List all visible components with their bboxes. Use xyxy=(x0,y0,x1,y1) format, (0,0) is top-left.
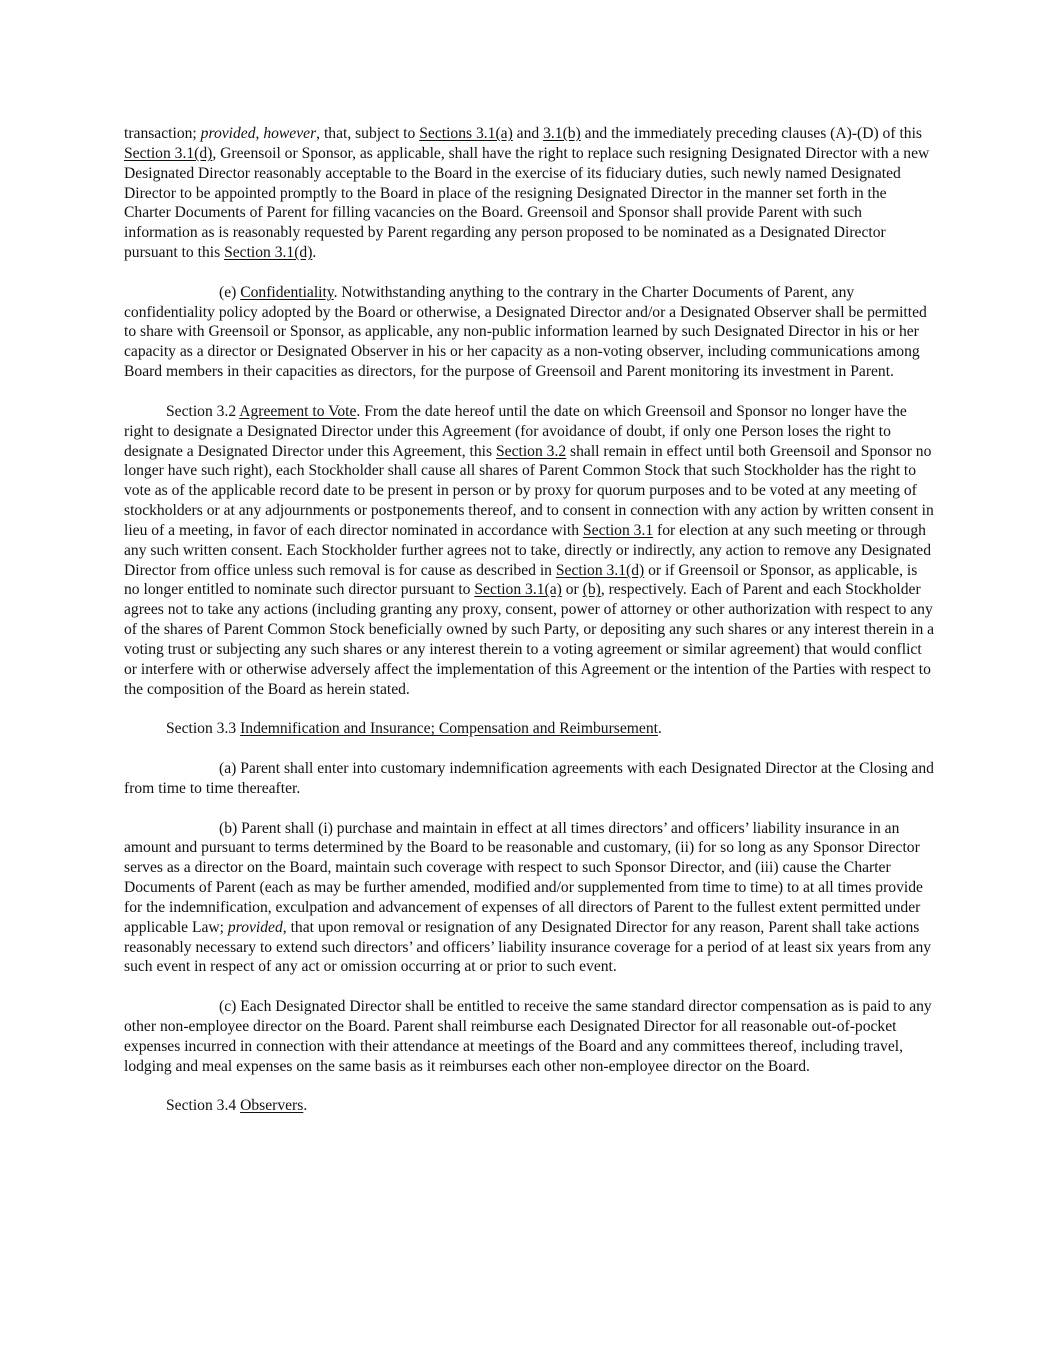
section-ref: Sections 3.1(a) xyxy=(419,125,513,142)
section-ref: 3.1(b) xyxy=(543,125,581,142)
paragraph-3-3b: (b) Parent shall (i) purchase and maintain in effect at all times directors’ and officers’ liability insurance in an amount and pursuant to terms determined by the Board to be reasonable and customary, (ii) for so long as any Sponsor Director serves as a director on the Board, maintain such coverage with respect to such Sponsor Director, and (iii) cause the Charter Documents of Parent (each as may be further amended, modified and/or supplemented from time to time) to at all times provide for the indemnification, exculpation and advancement of expenses of all directors of Parent to the fullest extent permitted under applicable Law; provided, that upon removal or resignation of any Designated Director for any reason, Parent shall take actions reasonably necessary to extend such directors’ and officers’ liability insurance coverage for a period of at least six years from any such event in respect of any act or omission occurring at or prior to such event. xyxy=(124,819,932,976)
section-ref: Section 3.1(d) xyxy=(555,561,645,579)
paragraph-confidentiality: (e) Confidentiality. Notwithstanding anything to the contrary in the Charter Documents of Parent, any confidentiality policy adopted by the Board or otherwise, a Designated Director and/or a Designated Observer shall be permitted to share with Greensoil or Sponsor, as applicable, any non-public information learned by such Designated Director in his or her capacity as a director or Designated Observer in his or her capacity as a non-voting observer, including communications among Board members in their capacities as directors, for the purpose of Greensoil and Parent monitoring its investment in Parent. xyxy=(124,283,927,381)
section-heading: Agreement to Vote xyxy=(239,402,357,420)
section-ref: (b) xyxy=(582,581,601,599)
section-heading: Observers xyxy=(240,1097,304,1115)
paragraph-3-3a: (a) Parent shall enter into customary indemnification agreements with each Designated Director at the Closing and from time to time thereafter. xyxy=(124,760,934,797)
paragraph-section-3-3-heading: Section 3.3 Indemnification and Insurance; Compensation and Reimbursement. xyxy=(166,720,662,738)
paragraph-section-3-2: Section 3.2 Agreement to Vote. From the date hereof until the date on which Greensoil and Sponsor no longer have the right to designate a Designated Director under this Agreement (for avoidance of doubt, if only one Person loses the right to designate a Designated Director under this Agreement, this Section 3.2 shall remain in effect until both Greensoil and Sponsor no longer have such right), each Stockholder shall cause all shares of Parent Common Stock that such Stockholder has the right to vote as of the applicable record date to be present in person or by proxy for quorum purposes and to be voted at any meeting of stockholders or at any adjournments or postponements thereof, and to consent in connection with any action by written consent in lieu of a meeting, in favor of each director nominated in accordance with Section 3.1 for election at any such meeting or through any such written consent. Each Stockholder further agrees not to take, directly or indirectly, any action to remove any Designated Director from office unless such removal is for cause as described in Section 3.1(d) or if Greensoil or Sponsor, as applicable, is no longer entitled to nominate such director pursuant to Section 3.1(a) or (b), respectively. Each of Parent and each Stockholder agrees not to take any actions (including granting any proxy, consent, power of attorney or other authorization with respect to any of the shares of Parent Common Stock beneficially owned by such Party, or depositing any such shares or any interest therein in a voting trust or subjecting any such shares or any interest therein to a voting agreement or similar agreement) that would conflict or interfere with or otherwise adversely affect the implementation of this Agreement or the intention of the Parties with respect to the composition of the Board as herein stated. xyxy=(124,402,935,698)
paragraph-3-3c: (c) Each Designated Director shall be entitled to receive the same standard director compensation as is paid to any other non-employee director on the Board. Parent shall reimburse each Designated Director for all reasonable out-of-pocket expenses incurred in connection with their attendance at meetings of the Board and any committees thereof, including travel, lodging and meal expenses on the same basis as it reimburses each other non-employee director on the Board. xyxy=(124,998,932,1075)
section-heading: Confidentiality xyxy=(240,283,334,301)
section-ref: Section 3.1(d) xyxy=(224,244,313,262)
section-ref: Section 3.1(d) xyxy=(124,144,213,162)
section-ref: Section 3.1(a) xyxy=(474,581,562,599)
paragraph-section-3-4-heading: Section 3.4 Observers. xyxy=(166,1097,308,1115)
document-page xyxy=(124,124,936,1136)
section-ref: Section 3.1 xyxy=(582,521,654,539)
section-heading: Indemnification and Insurance; Compensation and Reimbursement xyxy=(240,720,658,738)
paragraph-3-1d-continuation: transaction; provided, however, that, subject to Sections 3.1(a) and 3.1(b) and the immediately preceding clauses (A)-(D) of this Section 3.1(d), Greensoil or Sponsor, as applicable, shall have the right to replace such resigning Designated Director with a new Designated Director reasonably acceptable to the Board in the exercise of its fiduciary duties, such newly named Designated Director to be appointed promptly to the Board in place of the resigning Designated Director in the manner set forth in the Charter Documents of Parent for filling vacancies on the Board. Greensoil and Sponsor shall provide Parent with such information as is reasonably requested by Parent regarding any person proposed to be nominated as a Designated Director pursuant to this Section 3.1(d). xyxy=(124,125,930,262)
section-ref: Section 3.2 xyxy=(495,442,567,460)
